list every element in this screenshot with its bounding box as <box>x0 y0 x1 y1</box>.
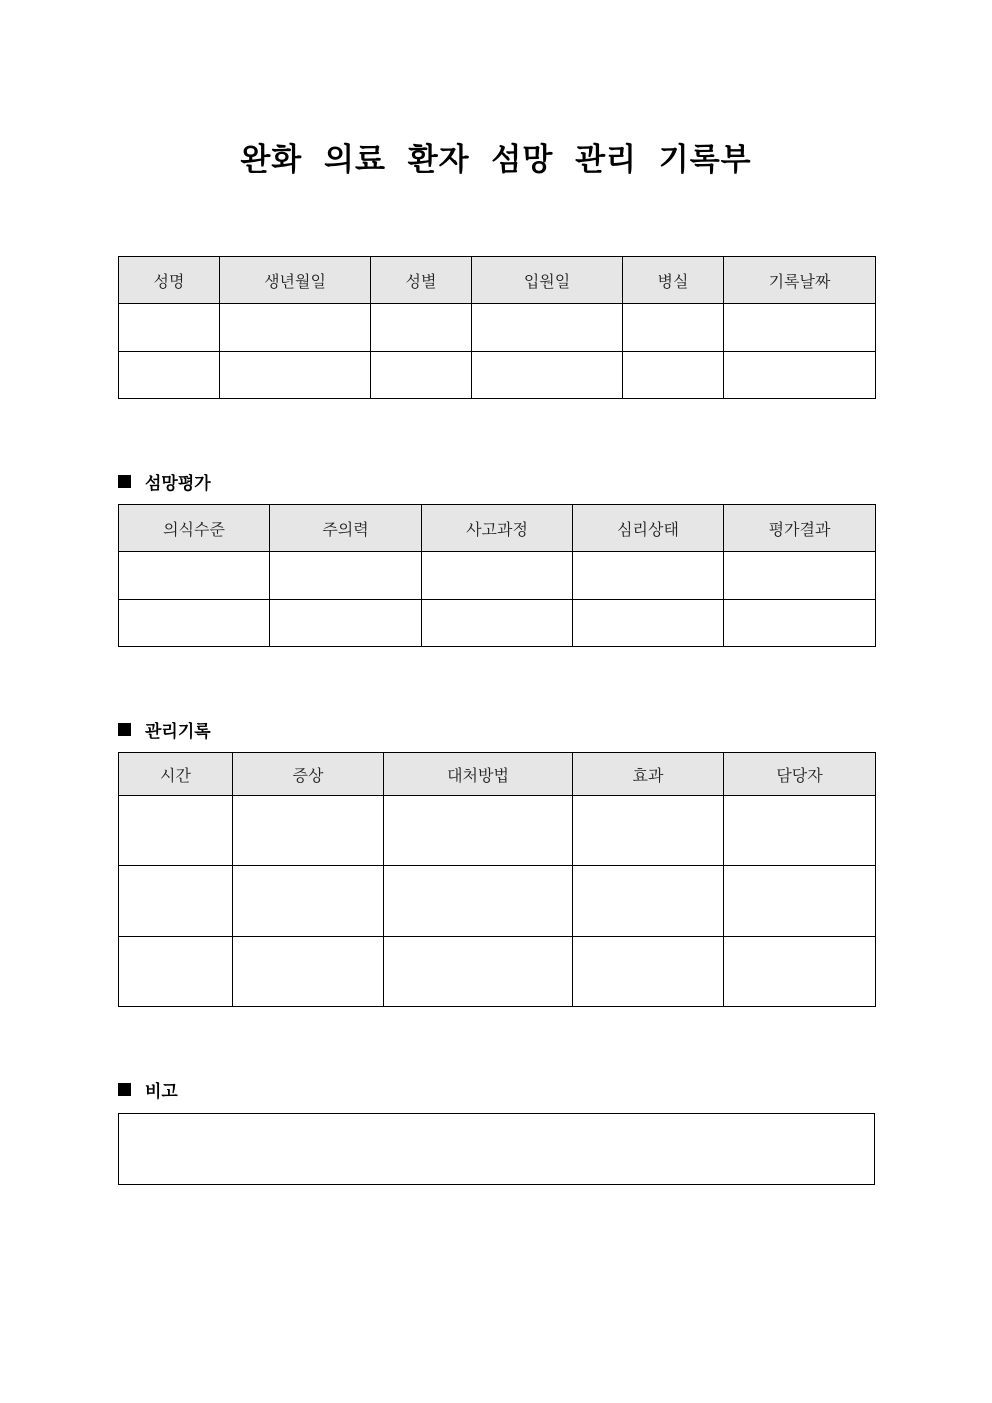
document-title: 완화 의료 환자 섬망 관리 기록부 <box>240 142 752 178</box>
attention-cell[interactable] <box>270 600 422 647</box>
table-row <box>119 796 876 866</box>
birthdate-cell[interactable] <box>220 352 371 399</box>
header-record-date: 기록날짜 <box>724 257 876 304</box>
attention-cell[interactable] <box>270 552 422 600</box>
header-attention: 주의력 <box>270 505 422 552</box>
intervention-cell[interactable] <box>384 937 573 1007</box>
effect-cell[interactable] <box>573 866 724 937</box>
name-cell[interactable] <box>119 304 220 352</box>
intervention-cell[interactable] <box>384 866 573 937</box>
square-bullet-icon <box>118 475 131 488</box>
header-thought-process: 사고과정 <box>422 505 573 552</box>
section-label: 관리기록 <box>145 722 211 742</box>
table-row <box>119 304 876 352</box>
time-cell[interactable] <box>119 796 233 866</box>
name-cell[interactable] <box>119 352 220 399</box>
header-intervention: 대처방법 <box>384 753 573 796</box>
header-sex: 성별 <box>371 257 472 304</box>
assessment-result-cell[interactable] <box>724 552 876 600</box>
admission-date-cell[interactable] <box>472 352 623 399</box>
effect-cell[interactable] <box>573 796 724 866</box>
table-row <box>119 552 876 600</box>
room-cell[interactable] <box>623 304 724 352</box>
square-bullet-icon <box>118 1083 131 1096</box>
table-row <box>119 937 876 1007</box>
birthdate-cell[interactable] <box>220 304 371 352</box>
sex-cell[interactable] <box>371 352 472 399</box>
header-birthdate: 생년월일 <box>220 257 371 304</box>
consciousness-cell[interactable] <box>119 552 270 600</box>
record-date-cell[interactable] <box>724 352 876 399</box>
staff-cell[interactable] <box>724 937 876 1007</box>
table-row <box>119 352 876 399</box>
staff-cell[interactable] <box>724 796 876 866</box>
delirium-assessment-table <box>118 504 876 647</box>
patient-info-table <box>118 256 876 399</box>
assessment-result-cell[interactable] <box>724 600 876 647</box>
table-row <box>119 600 876 647</box>
mental-state-cell[interactable] <box>573 552 724 600</box>
section-label: 섬망평가 <box>145 474 211 494</box>
staff-cell[interactable] <box>724 866 876 937</box>
header-effect: 효과 <box>573 753 724 796</box>
time-cell[interactable] <box>119 866 233 937</box>
time-cell[interactable] <box>119 937 233 1007</box>
section-delirium-assessment <box>118 469 211 494</box>
table-row <box>119 866 876 937</box>
symptom-cell[interactable] <box>233 866 384 937</box>
thought-process-cell[interactable] <box>422 552 573 600</box>
remarks-box[interactable] <box>118 1113 875 1185</box>
mental-state-cell[interactable] <box>573 600 724 647</box>
header-time: 시간 <box>119 753 233 796</box>
header-assessment-result: 평가결과 <box>724 505 876 552</box>
section-remarks <box>118 1077 178 1102</box>
header-symptom: 증상 <box>233 753 384 796</box>
consciousness-cell[interactable] <box>119 600 270 647</box>
intervention-cell[interactable] <box>384 796 573 866</box>
thought-process-cell[interactable] <box>422 600 573 647</box>
management-record-table <box>118 752 876 1007</box>
section-label: 비고 <box>145 1082 178 1102</box>
symptom-cell[interactable] <box>233 796 384 866</box>
square-bullet-icon <box>118 723 131 736</box>
section-management-record <box>118 717 211 742</box>
header-name: 성명 <box>119 257 220 304</box>
sex-cell[interactable] <box>371 304 472 352</box>
header-consciousness: 의식수준 <box>119 505 270 552</box>
admission-date-cell[interactable] <box>472 304 623 352</box>
header-staff: 담당자 <box>724 753 876 796</box>
effect-cell[interactable] <box>573 937 724 1007</box>
header-admission-date: 입원일 <box>472 257 623 304</box>
room-cell[interactable] <box>623 352 724 399</box>
symptom-cell[interactable] <box>233 937 384 1007</box>
record-date-cell[interactable] <box>724 304 876 352</box>
header-mental-state: 심리상태 <box>573 505 724 552</box>
header-room: 병실 <box>623 257 724 304</box>
